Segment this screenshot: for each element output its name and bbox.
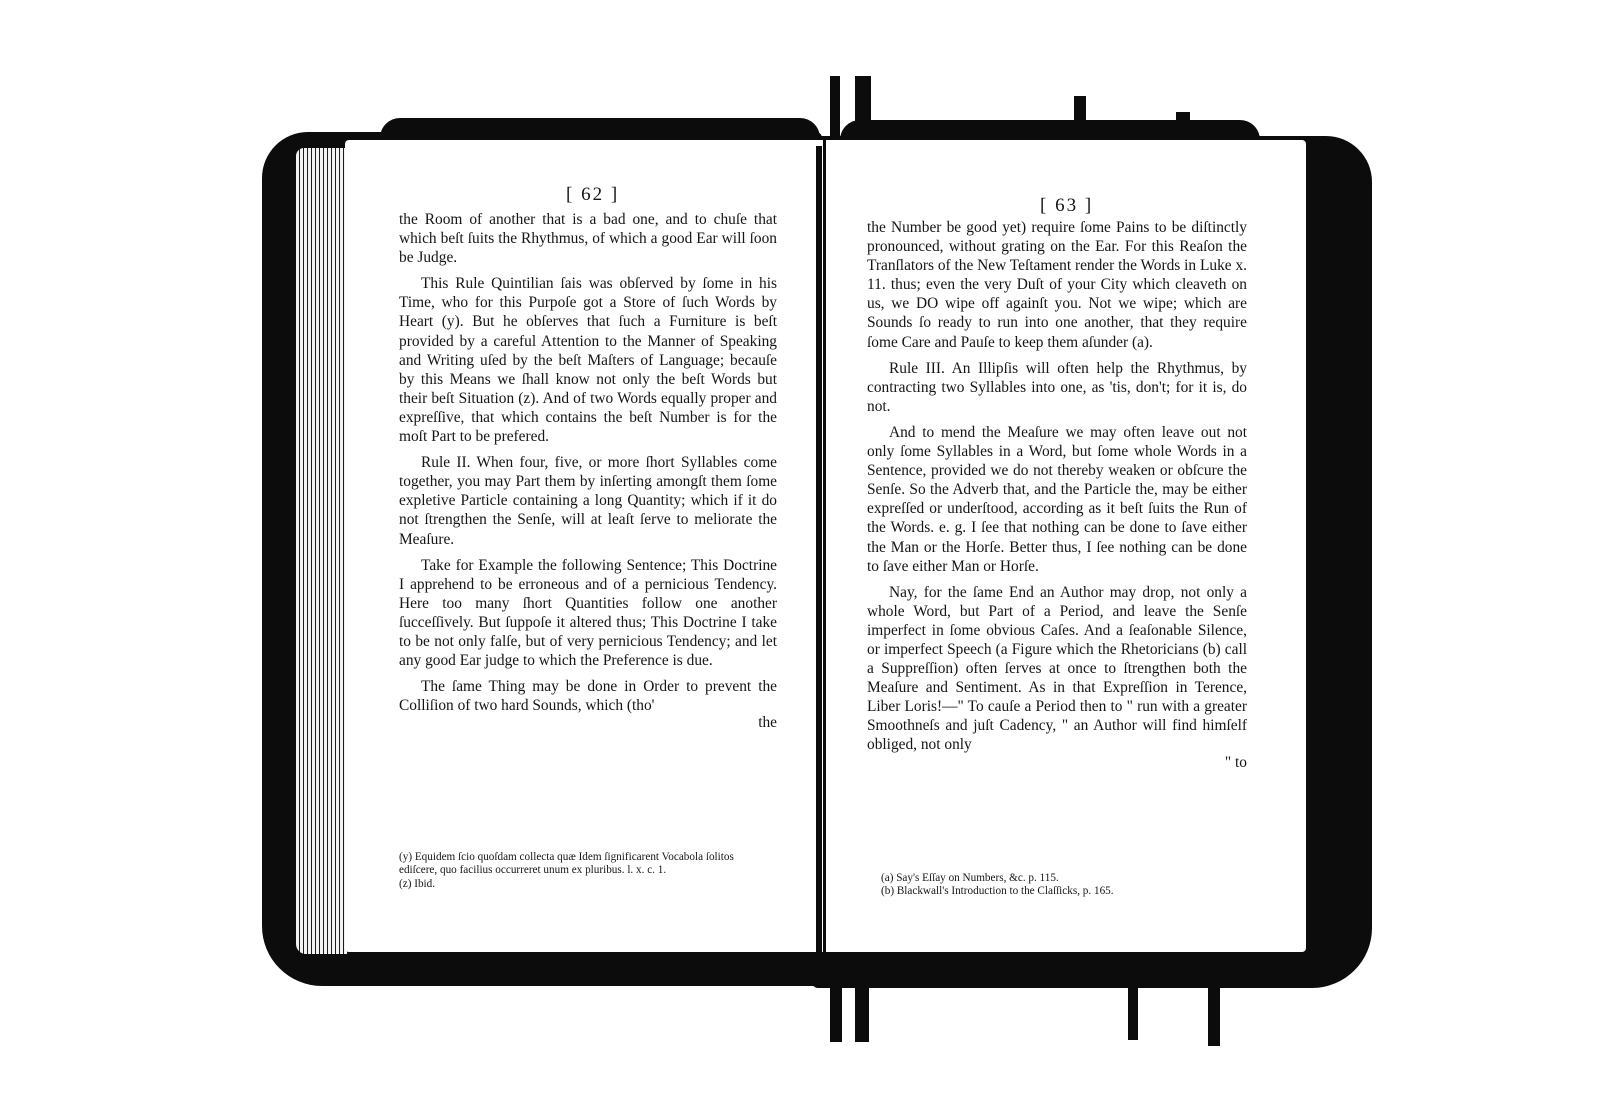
binding-strip	[830, 76, 840, 146]
paragraph: the Room of another that is a bad one, and to chuſe that which beſt ſuits the Rhythmus, of which a good Ear will ſoon be Judge.	[399, 211, 777, 267]
paragraph: the Number be good yet) require ſome Pains to be diſtinctly pronounced, without grating on the Ear. For this Reaſon the Tranſlators of the New Teſtament render the Words in Luke x. 11. thus; even the very Duſt of your City which cleaveth on us, we DO wipe off againſt you. Not we wipe; which are Sounds ſo ready to run into one another, that they require ſome Care and Pauſe to keep them aſunder (a).	[867, 219, 1247, 351]
paragraph: This Rule Quintilian ſais was obſerved by ſome in his Time, who for this Purpoſe got a Store of ſuch Words by Heart (y). But he obſerves that ſuch a Furniture is beſt provided by a careful Attention to the Manner of Speaking and Writing uſed by the beſt Maſters of Language; becauſe by this Means we ſhall know not only the beſt Words but their beſt Situation (z). And of two Words equally proper and expreſſive, that which contains the beſt Number is for the moſt Part to be prefered.	[399, 275, 777, 446]
left-page-body	[399, 210, 777, 732]
binding-strip	[830, 980, 842, 1042]
paragraph: And to mend the Meaſure we may often leave out not only ſome Syllables in a Word, but ſome whole Words in a Sentence, provided we do not thereby weaken or obſcure the Senſe. So the Adverb that, and the Particle the, may be either expreſſed or underſtood, according as it beſt ſuits the Run of the Words. e. g. I ſee that nothing can be done to ſave either the Man or the Horſe. Better thus, I ſee nothing can be done to ſave either Man or Horſe.	[867, 423, 1247, 575]
footnote: (a) Say's Eſſay on Numbers, &c. p. 115.	[881, 872, 1059, 884]
footnote: (y) Equidem ſcio quoſdam collecta quæ Idem ſignificarent Vocabola ſolitos ediſcere, quo facilius occurreret unum ex pluribus. l. x. c. 1.	[399, 851, 734, 877]
paragraph: Take for Example the following Sentence; This Doctrine I apprehend to be erroneous and of a pernicious Tendency. Here too many ſhort Quantities follow one another ſucceſſively. But ſuppoſe it altered thus; This Doctrine I take to be not only falſe, but of very pernicious Tendency; and let any good Ear judge to which the Preference is due.	[399, 556, 777, 670]
binding-strip	[855, 76, 871, 146]
page-marker-tab	[1208, 980, 1220, 1046]
footnotes-right	[881, 872, 1221, 899]
footnotes-left	[399, 851, 774, 891]
paragraph: The ſame Thing may be done in Order to prevent the Colliſion of two hard Sounds, which (tho'	[399, 678, 777, 715]
page-marker-tab	[1128, 980, 1138, 1040]
paragraph: Rule III. An Illipſis will often help the Rhythmus, by contracting two Syllables into one, as 'tis, don't; for it is, do not.	[867, 359, 1247, 415]
right-page-body	[867, 218, 1247, 772]
catchword: the	[758, 714, 777, 732]
page-marker-tab	[1176, 112, 1190, 142]
paragraph: Nay, for the ſame End an Author may drop, not only a whole Word, but Part of a Period, and leave the Senſe imperfect in ſome obvious Caſes. And a ſeaſonable Silence, or imperfect Speech (a Figure which the Rhetoricians (b) call a Suppreſſion) often ſerves at once to ſtrengthen both the Meaſure and Sentiment. As in that Expreſſion in Terence, Liber Loris!—" To cauſe a Period then to " run with a greater Smoothneſs and juſt Cadency, " an Author will find himſelf obliged, not only	[867, 583, 1247, 754]
paragraph: Rule II. When four, five, or more ſhort Syllables come together, you may Part them by inſerting amongſt them ſome expletive Particle containing a long Quantity; which if it do not ſtrengthen the Senſe, will at leaſt ſerve to meliorate the Meaſure.	[399, 454, 777, 548]
page-edges	[296, 148, 348, 954]
page-number-left: [ 62 ]	[566, 184, 620, 205]
page-number-right: [ 63 ]	[1040, 195, 1094, 216]
footnote: (z) Ibid.	[399, 877, 436, 890]
page-marker-tab	[1074, 96, 1086, 146]
book-gutter	[816, 146, 822, 952]
catchword: " to	[1224, 753, 1247, 771]
footnote: (b) Blackwall's Introduction to the Claſſicks, p. 165.	[881, 885, 1114, 898]
binding-strip	[855, 980, 869, 1042]
